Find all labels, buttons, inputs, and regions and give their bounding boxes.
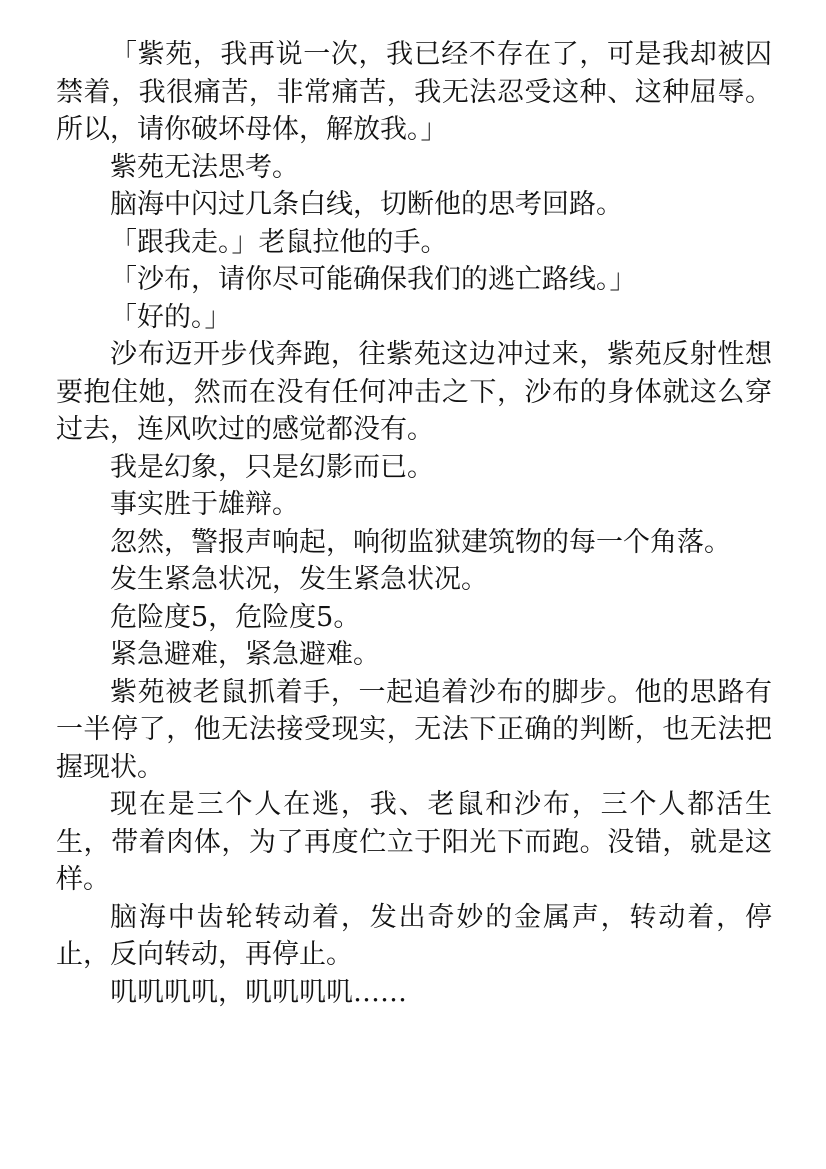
paragraph-1: 「紫苑，我再说一次，我已经不存在了，可是我却被囚禁着，我很痛苦，非常痛苦，我无法忍受这种、这种屈辱。所以，请你破坏母体，解放我。」: [56, 39, 772, 145]
paragraph-8: 我是幻象，只是幻影而已。: [110, 451, 434, 483]
paragraph-14: 紫苑被老鼠抓着手，一起追着沙布的脚步。他的思路有一半停了，他无法接受现实，无法下正确的判断，也无法把握现状。: [56, 676, 772, 783]
paragraph-10: 忽然，警报声响起，响彻监狱建筑物的每一个角落。: [110, 526, 731, 558]
paragraph-11: 发生紧急状况，发生紧急状况。: [110, 564, 488, 595]
paragraph-6: 「好的。」: [110, 301, 232, 333]
paragraph-12: 危险度5，危险度5。: [110, 601, 361, 633]
paragraph-13: 紧急避难，紧急避难。: [110, 639, 380, 670]
document-page: [56, 36, 772, 1011]
paragraph-16: 脑海中齿轮转动着，发出奇妙的金属声，转动着，停止，反向转动，再停止。: [56, 901, 772, 970]
paragraph-7: 沙布迈开步伐奔跑，往紫苑这边冲过来，紫苑反射性想要抱住她，然而在没有任何冲击之下，沙布的身体就这么穿过去，连风吹过的感觉都没有。: [56, 339, 772, 445]
paragraph-2: 紫苑无法思考。: [110, 151, 299, 183]
paragraph-17: 叽叽叽叽，叽叽叽叽……: [110, 976, 407, 1008]
paragraph-15: 现在是三个人在逃，我、老鼠和沙布，三个人都活生生，带着肉体，为了再度伫立于阳光下而跑。没错，就是这样。: [56, 789, 772, 895]
paragraph-3: 脑海中闪过几条白线，切断他的思考回路。: [110, 189, 623, 220]
paragraph-5: 「沙布，请你尽可能确保我们的逃亡路线。」: [110, 264, 637, 295]
paragraph-9: 事实胜于雄辩。: [110, 489, 299, 520]
paragraph-4: 「跟我走。」老鼠拉他的手。: [110, 226, 448, 258]
